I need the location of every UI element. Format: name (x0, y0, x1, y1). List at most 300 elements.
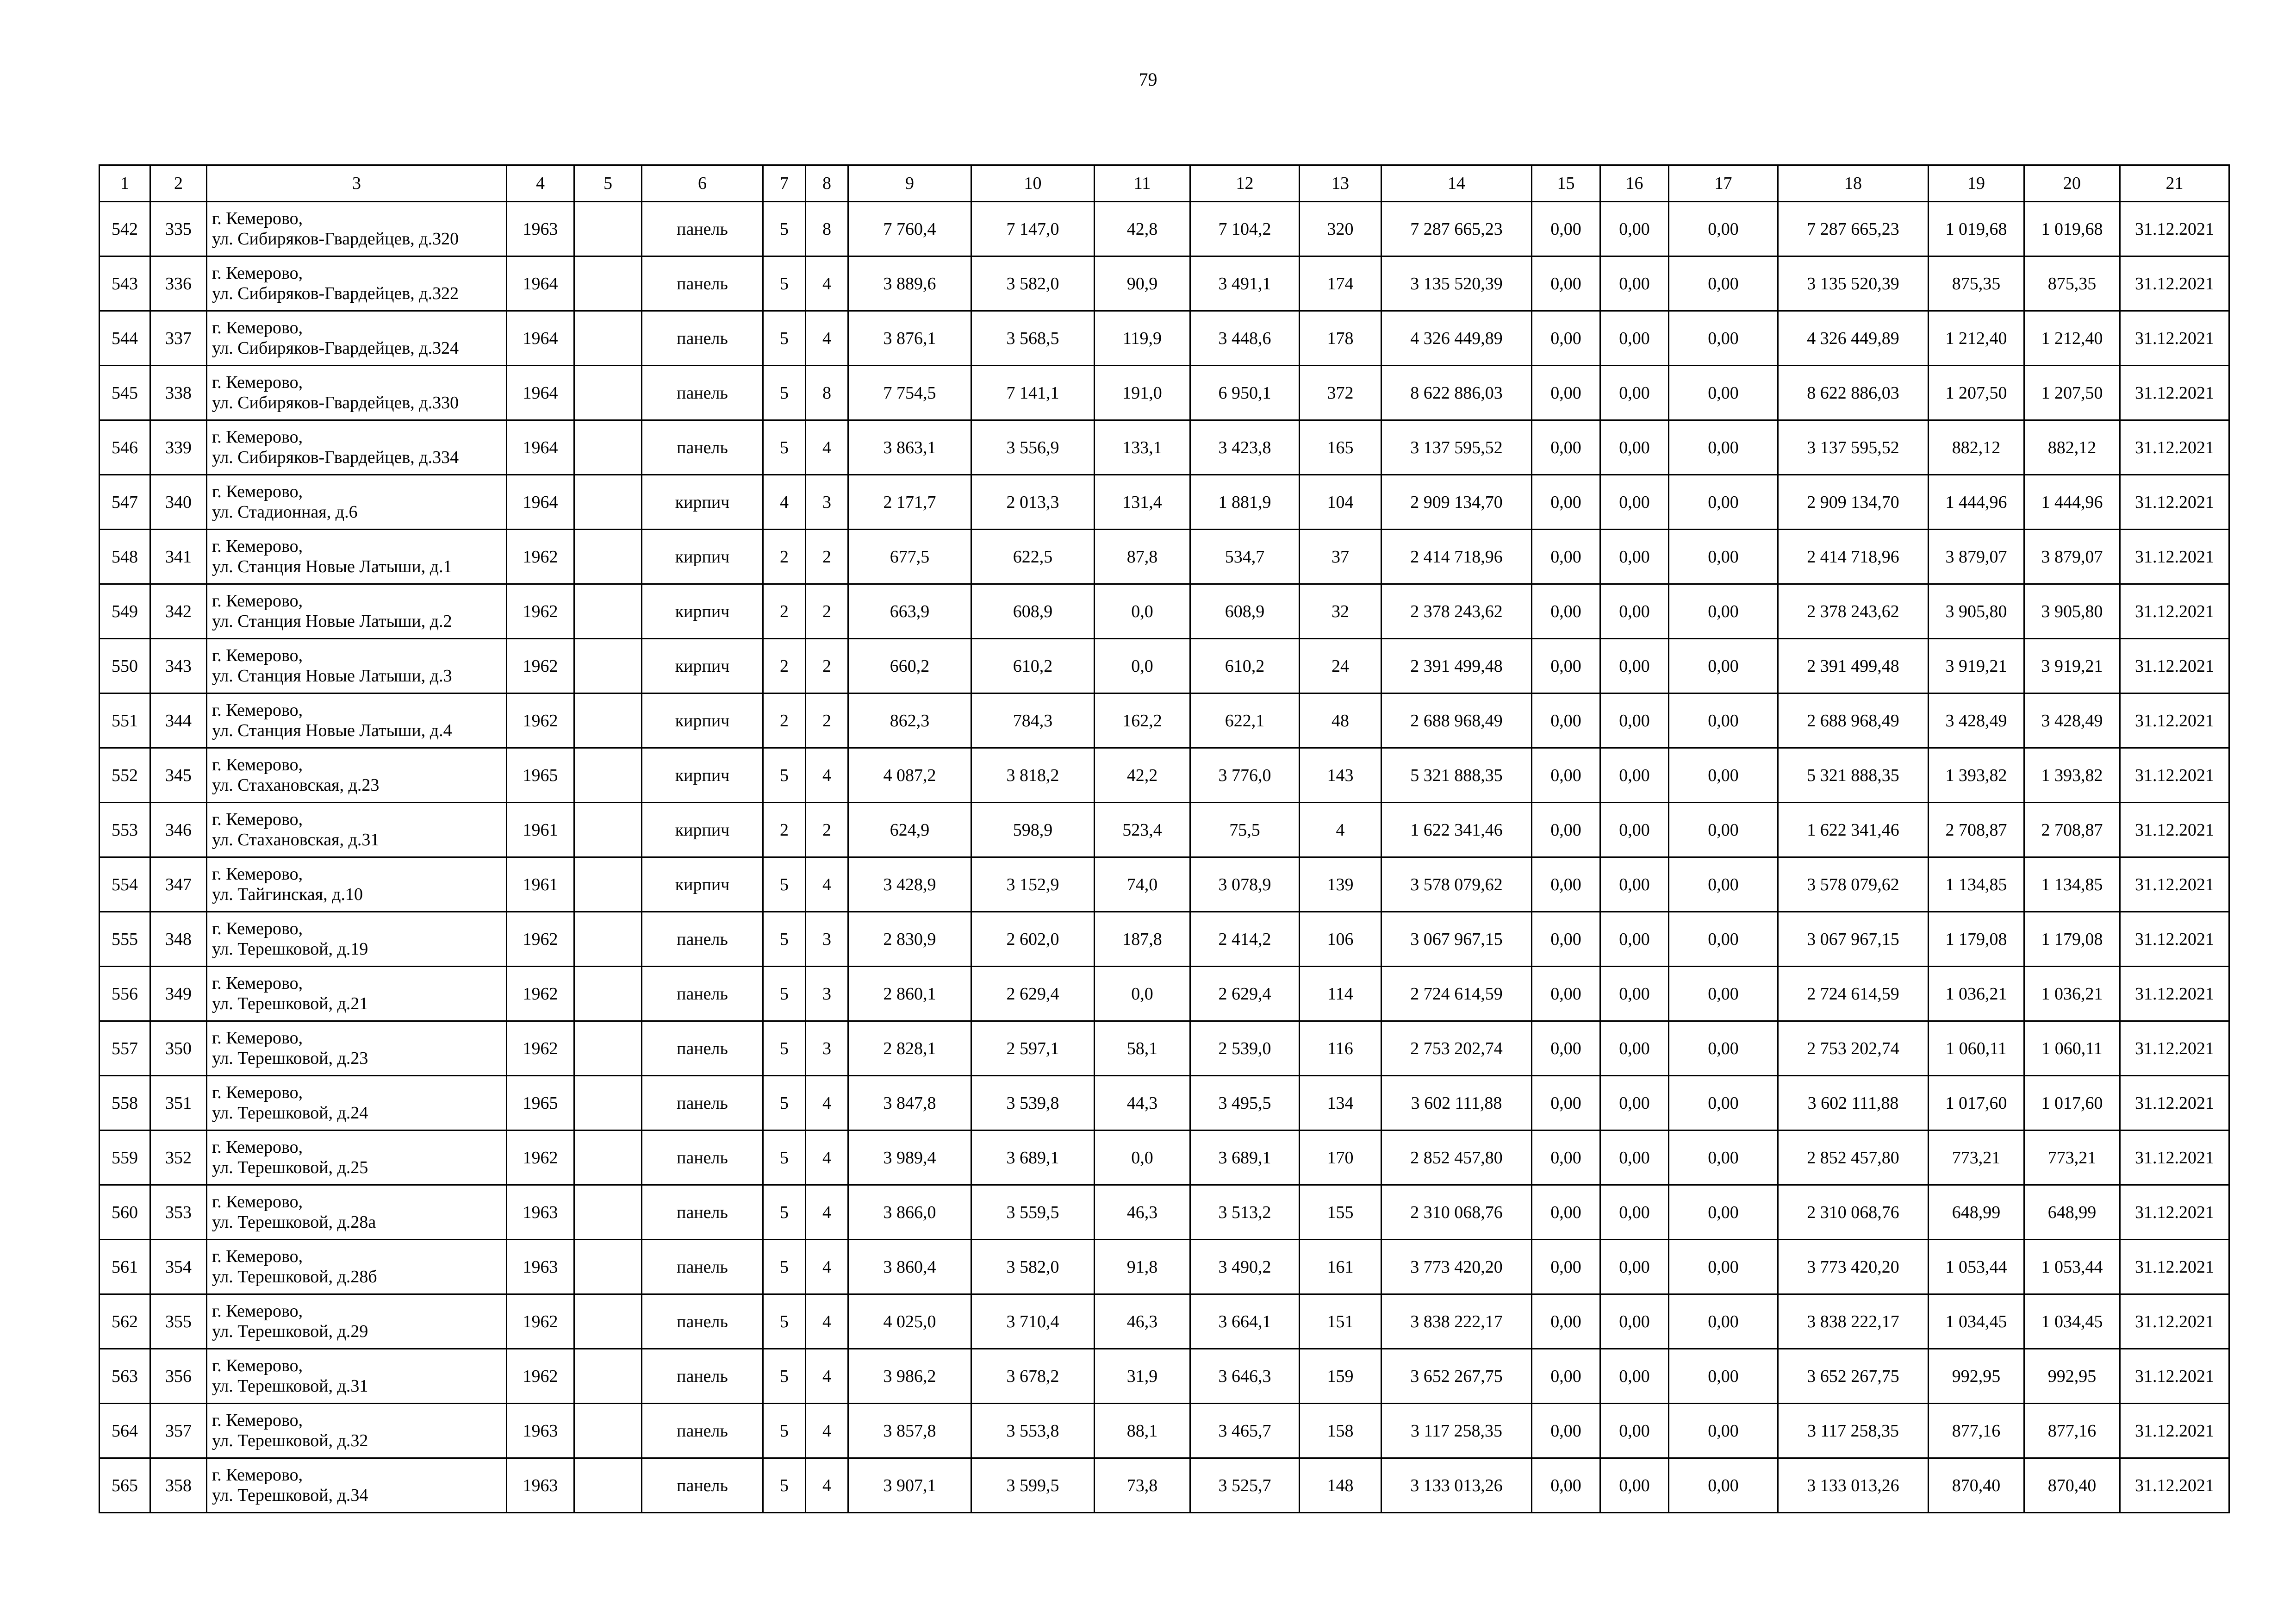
cell-col-2: 336 (150, 256, 207, 311)
cell-col-9: 7 754,5 (848, 366, 971, 420)
cell-col-9: 660,2 (848, 639, 971, 693)
cell-col-17: 0,00 (1669, 202, 1778, 256)
cell-col-21: 31.12.2021 (2120, 1021, 2229, 1076)
cell-col-12: 3 448,6 (1190, 311, 1300, 366)
cell-col-1: 559 (100, 1131, 150, 1185)
cell-col-15: 0,00 (1532, 475, 1600, 530)
column-header-17: 17 (1669, 165, 1778, 202)
cell-col-4: 1963 (507, 1185, 574, 1240)
address-cell (207, 1021, 507, 1076)
cell-col-2: 351 (150, 1076, 207, 1131)
cell-col-21: 31.12.2021 (2120, 1294, 2229, 1349)
cell-col-14: 2 909 134,70 (1381, 475, 1532, 530)
cell-col-8: 3 (806, 475, 848, 530)
address-street: ул. Сибиряков-Гвардейцев, д.324 (212, 338, 459, 358)
cell-col-12: 534,7 (1190, 530, 1300, 584)
cell-col-14: 3 137 595,52 (1381, 420, 1532, 475)
cell-col-17: 0,00 (1669, 1021, 1778, 1076)
cell-col-1: 563 (100, 1349, 150, 1404)
cell-col-2: 347 (150, 857, 207, 912)
cell-col-13: 165 (1300, 420, 1381, 475)
cell-col-17: 0,00 (1669, 1349, 1778, 1404)
cell-col-12: 3 513,2 (1190, 1185, 1300, 1240)
cell-col-11: 31,9 (1095, 1349, 1190, 1404)
cell-col-4: 1965 (507, 748, 574, 803)
cell-col-16: 0,00 (1600, 803, 1669, 857)
cell-col-16: 0,00 (1600, 256, 1669, 311)
cell-col-7: 5 (763, 202, 806, 256)
address-city: г. Кемерово, (212, 427, 303, 447)
cell-col-5 (574, 420, 642, 475)
address-street: ул. Терешковой, д.29 (212, 1321, 368, 1341)
cell-col-12: 1 881,9 (1190, 475, 1300, 530)
cell-col-1: 555 (100, 912, 150, 967)
cell-col-13: 143 (1300, 748, 1381, 803)
cell-col-1: 551 (100, 693, 150, 748)
cell-col-10: 3 818,2 (971, 748, 1095, 803)
cell-col-19: 875,35 (1929, 256, 2024, 311)
cell-col-6: кирпич (642, 475, 763, 530)
cell-col-14: 2 753 202,74 (1381, 1021, 1532, 1076)
table-row (100, 1404, 2229, 1458)
cell-col-4: 1962 (507, 1294, 574, 1349)
cell-col-14: 3 135 520,39 (1381, 256, 1532, 311)
cell-col-15: 0,00 (1532, 1404, 1600, 1458)
cell-col-7: 2 (763, 693, 806, 748)
address-city: г. Кемерово, (212, 973, 303, 993)
address-city: г. Кемерово, (212, 864, 303, 884)
address-street: ул. Станция Новые Латыши, д.4 (212, 720, 452, 740)
cell-col-2: 349 (150, 967, 207, 1021)
cell-col-10: 610,2 (971, 639, 1095, 693)
cell-col-13: 48 (1300, 693, 1381, 748)
cell-col-9: 663,9 (848, 584, 971, 639)
cell-col-2: 355 (150, 1294, 207, 1349)
cell-col-10: 3 710,4 (971, 1294, 1095, 1349)
cell-col-18: 3 133 013,26 (1778, 1458, 1929, 1513)
cell-col-11: 46,3 (1095, 1294, 1190, 1349)
cell-col-19: 3 919,21 (1929, 639, 2024, 693)
cell-col-13: 158 (1300, 1404, 1381, 1458)
cell-col-9: 7 760,4 (848, 202, 971, 256)
cell-col-9: 4 087,2 (848, 748, 971, 803)
cell-col-6: кирпич (642, 803, 763, 857)
cell-col-21: 31.12.2021 (2120, 1240, 2229, 1294)
cell-col-17: 0,00 (1669, 967, 1778, 1021)
cell-col-2: 352 (150, 1131, 207, 1185)
cell-col-21: 31.12.2021 (2120, 256, 2229, 311)
cell-col-14: 3 602 111,88 (1381, 1076, 1532, 1131)
address-cell (207, 311, 507, 366)
cell-col-16: 0,00 (1600, 475, 1669, 530)
cell-col-15: 0,00 (1532, 584, 1600, 639)
cell-col-4: 1965 (507, 1076, 574, 1131)
cell-col-15: 0,00 (1532, 1240, 1600, 1294)
cell-col-14: 8 622 886,03 (1381, 366, 1532, 420)
table-body (100, 202, 2229, 1513)
cell-col-5 (574, 1294, 642, 1349)
cell-col-8: 3 (806, 1021, 848, 1076)
address-city: г. Кемерово, (212, 481, 303, 501)
cell-col-19: 1 034,45 (1929, 1294, 2024, 1349)
cell-col-5 (574, 530, 642, 584)
cell-col-6: кирпич (642, 530, 763, 584)
address-city: г. Кемерово, (212, 1301, 303, 1321)
column-header-14: 14 (1381, 165, 1532, 202)
cell-col-8: 4 (806, 1404, 848, 1458)
housing-register-table (99, 164, 2230, 1513)
cell-col-5 (574, 584, 642, 639)
cell-col-4: 1964 (507, 256, 574, 311)
cell-col-6: панель (642, 1240, 763, 1294)
column-header-2: 2 (150, 165, 207, 202)
cell-col-14: 2 852 457,80 (1381, 1131, 1532, 1185)
cell-col-6: кирпич (642, 584, 763, 639)
cell-col-21: 31.12.2021 (2120, 1404, 2229, 1458)
cell-col-10: 3 539,8 (971, 1076, 1095, 1131)
cell-col-8: 4 (806, 1131, 848, 1185)
cell-col-4: 1963 (507, 202, 574, 256)
column-header-18: 18 (1778, 165, 1929, 202)
cell-col-17: 0,00 (1669, 857, 1778, 912)
cell-col-9: 2 171,7 (848, 475, 971, 530)
cell-col-12: 3 078,9 (1190, 857, 1300, 912)
cell-col-21: 31.12.2021 (2120, 639, 2229, 693)
address-cell (207, 967, 507, 1021)
cell-col-13: 106 (1300, 912, 1381, 967)
cell-col-19: 3 905,80 (1929, 584, 2024, 639)
cell-col-16: 0,00 (1600, 1131, 1669, 1185)
cell-col-5 (574, 967, 642, 1021)
cell-col-10: 2 629,4 (971, 967, 1095, 1021)
cell-col-1: 553 (100, 803, 150, 857)
cell-col-1: 549 (100, 584, 150, 639)
cell-col-4: 1963 (507, 1240, 574, 1294)
address-cell (207, 803, 507, 857)
cell-col-12: 3 646,3 (1190, 1349, 1300, 1404)
table-row (100, 202, 2229, 256)
address-cell (207, 475, 507, 530)
address-cell (207, 1294, 507, 1349)
cell-col-8: 3 (806, 912, 848, 967)
cell-col-21: 31.12.2021 (2120, 1185, 2229, 1240)
cell-col-5 (574, 475, 642, 530)
cell-col-15: 0,00 (1532, 1185, 1600, 1240)
cell-col-12: 2 629,4 (1190, 967, 1300, 1021)
cell-col-5 (574, 1021, 642, 1076)
table-row (100, 1240, 2229, 1294)
cell-col-6: панель (642, 1349, 763, 1404)
cell-col-9: 3 876,1 (848, 311, 971, 366)
cell-col-18: 7 287 665,23 (1778, 202, 1929, 256)
cell-col-16: 0,00 (1600, 420, 1669, 475)
cell-col-16: 0,00 (1600, 693, 1669, 748)
address-street: ул. Станция Новые Латыши, д.1 (212, 556, 452, 576)
cell-col-2: 342 (150, 584, 207, 639)
cell-col-21: 31.12.2021 (2120, 1076, 2229, 1131)
cell-col-4: 1962 (507, 1021, 574, 1076)
cell-col-20: 1 034,45 (2024, 1294, 2120, 1349)
cell-col-16: 0,00 (1600, 1076, 1669, 1131)
cell-col-14: 4 326 449,89 (1381, 311, 1532, 366)
cell-col-2: 357 (150, 1404, 207, 1458)
cell-col-18: 2 414 718,96 (1778, 530, 1929, 584)
table-row (100, 803, 2229, 857)
cell-col-12: 3 490,2 (1190, 1240, 1300, 1294)
cell-col-20: 1 019,68 (2024, 202, 2120, 256)
cell-col-7: 5 (763, 311, 806, 366)
cell-col-6: панель (642, 256, 763, 311)
cell-col-10: 3 678,2 (971, 1349, 1095, 1404)
cell-col-13: 139 (1300, 857, 1381, 912)
address-street: ул. Сибиряков-Гвардейцев, д.334 (212, 447, 459, 467)
table-row (100, 311, 2229, 366)
cell-col-11: 90,9 (1095, 256, 1190, 311)
cell-col-8: 4 (806, 1349, 848, 1404)
cell-col-5 (574, 1404, 642, 1458)
cell-col-5 (574, 748, 642, 803)
cell-col-1: 556 (100, 967, 150, 1021)
address-street: ул. Станция Новые Латыши, д.2 (212, 611, 452, 631)
cell-col-2: 339 (150, 420, 207, 475)
cell-col-2: 358 (150, 1458, 207, 1513)
cell-col-6: кирпич (642, 693, 763, 748)
cell-col-18: 3 652 267,75 (1778, 1349, 1929, 1404)
address-cell (207, 1185, 507, 1240)
cell-col-17: 0,00 (1669, 311, 1778, 366)
cell-col-19: 882,12 (1929, 420, 2024, 475)
cell-col-12: 3 465,7 (1190, 1404, 1300, 1458)
address-cell (207, 366, 507, 420)
cell-col-2: 348 (150, 912, 207, 967)
cell-col-20: 875,35 (2024, 256, 2120, 311)
cell-col-1: 545 (100, 366, 150, 420)
address-cell (207, 256, 507, 311)
cell-col-4: 1963 (507, 1458, 574, 1513)
address-street: ул. Терешковой, д.25 (212, 1157, 368, 1177)
cell-col-14: 3 578 079,62 (1381, 857, 1532, 912)
cell-col-17: 0,00 (1669, 693, 1778, 748)
cell-col-13: 372 (1300, 366, 1381, 420)
cell-col-15: 0,00 (1532, 1021, 1600, 1076)
cell-col-20: 648,99 (2024, 1185, 2120, 1240)
cell-col-20: 1 207,50 (2024, 366, 2120, 420)
cell-col-13: 134 (1300, 1076, 1381, 1131)
cell-col-5 (574, 857, 642, 912)
cell-col-17: 0,00 (1669, 584, 1778, 639)
cell-col-6: панель (642, 1294, 763, 1349)
table-row (100, 1349, 2229, 1404)
cell-col-1: 546 (100, 420, 150, 475)
cell-col-9: 3 863,1 (848, 420, 971, 475)
table-row (100, 967, 2229, 1021)
cell-col-19: 1 053,44 (1929, 1240, 2024, 1294)
cell-col-16: 0,00 (1600, 1021, 1669, 1076)
address-street: ул. Терешковой, д.32 (212, 1430, 368, 1450)
cell-col-14: 3 117 258,35 (1381, 1404, 1532, 1458)
address-city: г. Кемерово, (212, 372, 303, 392)
cell-col-5 (574, 311, 642, 366)
cell-col-7: 5 (763, 1131, 806, 1185)
table-row (100, 693, 2229, 748)
cell-col-17: 0,00 (1669, 1240, 1778, 1294)
cell-col-14: 3 652 267,75 (1381, 1349, 1532, 1404)
cell-col-15: 0,00 (1532, 967, 1600, 1021)
cell-col-4: 1961 (507, 857, 574, 912)
cell-col-16: 0,00 (1600, 1349, 1669, 1404)
cell-col-5 (574, 1131, 642, 1185)
address-cell (207, 639, 507, 693)
cell-col-13: 155 (1300, 1185, 1381, 1240)
cell-col-9: 3 866,0 (848, 1185, 971, 1240)
cell-col-13: 32 (1300, 584, 1381, 639)
cell-col-12: 3 525,7 (1190, 1458, 1300, 1513)
cell-col-13: 170 (1300, 1131, 1381, 1185)
cell-col-13: 320 (1300, 202, 1381, 256)
cell-col-2: 345 (150, 748, 207, 803)
cell-col-14: 2 414 718,96 (1381, 530, 1532, 584)
cell-col-4: 1962 (507, 1349, 574, 1404)
cell-col-11: 131,4 (1095, 475, 1190, 530)
cell-col-11: 191,0 (1095, 366, 1190, 420)
cell-col-15: 0,00 (1532, 857, 1600, 912)
cell-col-18: 3 117 258,35 (1778, 1404, 1929, 1458)
cell-col-14: 3 067 967,15 (1381, 912, 1532, 967)
cell-col-19: 1 017,60 (1929, 1076, 2024, 1131)
cell-col-19: 877,16 (1929, 1404, 2024, 1458)
cell-col-19: 1 393,82 (1929, 748, 2024, 803)
column-header-4: 4 (507, 165, 574, 202)
column-header-10: 10 (971, 165, 1095, 202)
cell-col-4: 1962 (507, 912, 574, 967)
table-row (100, 256, 2229, 311)
cell-col-17: 0,00 (1669, 1076, 1778, 1131)
cell-col-11: 58,1 (1095, 1021, 1190, 1076)
cell-col-17: 0,00 (1669, 639, 1778, 693)
column-header-15: 15 (1532, 165, 1600, 202)
cell-col-7: 2 (763, 584, 806, 639)
cell-col-18: 3 773 420,20 (1778, 1240, 1929, 1294)
column-header-21: 21 (2120, 165, 2229, 202)
cell-col-9: 3 986,2 (848, 1349, 971, 1404)
cell-col-12: 7 104,2 (1190, 202, 1300, 256)
cell-col-6: кирпич (642, 748, 763, 803)
cell-col-13: 104 (1300, 475, 1381, 530)
cell-col-1: 560 (100, 1185, 150, 1240)
address-street: ул. Стахановская, д.31 (212, 830, 380, 849)
table-row (100, 857, 2229, 912)
cell-col-16: 0,00 (1600, 584, 1669, 639)
cell-col-20: 1 212,40 (2024, 311, 2120, 366)
cell-col-7: 5 (763, 1021, 806, 1076)
address-cell (207, 1240, 507, 1294)
cell-col-17: 0,00 (1669, 1458, 1778, 1513)
cell-col-1: 564 (100, 1404, 150, 1458)
cell-col-20: 882,12 (2024, 420, 2120, 475)
cell-col-8: 3 (806, 967, 848, 1021)
cell-col-2: 350 (150, 1021, 207, 1076)
cell-col-12: 3 491,1 (1190, 256, 1300, 311)
table-row (100, 748, 2229, 803)
cell-col-9: 3 989,4 (848, 1131, 971, 1185)
cell-col-1: 561 (100, 1240, 150, 1294)
cell-col-8: 4 (806, 1076, 848, 1131)
cell-col-19: 1 019,68 (1929, 202, 2024, 256)
cell-col-14: 3 838 222,17 (1381, 1294, 1532, 1349)
cell-col-10: 3 568,5 (971, 311, 1095, 366)
cell-col-18: 3 067 967,15 (1778, 912, 1929, 967)
cell-col-8: 8 (806, 202, 848, 256)
cell-col-6: панель (642, 1076, 763, 1131)
cell-col-2: 341 (150, 530, 207, 584)
cell-col-21: 31.12.2021 (2120, 530, 2229, 584)
cell-col-16: 0,00 (1600, 366, 1669, 420)
address-street: ул. Стахановская, д.23 (212, 775, 380, 795)
column-header-7: 7 (763, 165, 806, 202)
cell-col-7: 2 (763, 639, 806, 693)
cell-col-10: 784,3 (971, 693, 1095, 748)
cell-col-19: 3 879,07 (1929, 530, 2024, 584)
cell-col-19: 870,40 (1929, 1458, 2024, 1513)
column-header-6: 6 (642, 165, 763, 202)
table-row (100, 912, 2229, 967)
cell-col-11: 74,0 (1095, 857, 1190, 912)
cell-col-14: 1 622 341,46 (1381, 803, 1532, 857)
cell-col-20: 1 053,44 (2024, 1240, 2120, 1294)
cell-col-8: 4 (806, 1185, 848, 1240)
column-header-12: 12 (1190, 165, 1300, 202)
cell-col-14: 2 391 499,48 (1381, 639, 1532, 693)
cell-col-11: 0,0 (1095, 1131, 1190, 1185)
cell-col-1: 554 (100, 857, 150, 912)
cell-col-6: кирпич (642, 857, 763, 912)
cell-col-9: 3 847,8 (848, 1076, 971, 1131)
cell-col-10: 3 556,9 (971, 420, 1095, 475)
address-cell (207, 748, 507, 803)
cell-col-15: 0,00 (1532, 530, 1600, 584)
cell-col-15: 0,00 (1532, 803, 1600, 857)
cell-col-10: 3 689,1 (971, 1131, 1095, 1185)
column-header-1: 1 (100, 165, 150, 202)
cell-col-1: 565 (100, 1458, 150, 1513)
cell-col-17: 0,00 (1669, 912, 1778, 967)
cell-col-13: 114 (1300, 967, 1381, 1021)
cell-col-8: 4 (806, 420, 848, 475)
cell-col-17: 0,00 (1669, 803, 1778, 857)
cell-col-19: 992,95 (1929, 1349, 2024, 1404)
column-header-8: 8 (806, 165, 848, 202)
cell-col-9: 4 025,0 (848, 1294, 971, 1349)
cell-col-2: 346 (150, 803, 207, 857)
cell-col-20: 1 060,11 (2024, 1021, 2120, 1076)
cell-col-6: панель (642, 1404, 763, 1458)
cell-col-16: 0,00 (1600, 311, 1669, 366)
cell-col-8: 4 (806, 1240, 848, 1294)
cell-col-21: 31.12.2021 (2120, 366, 2229, 420)
cell-col-2: 338 (150, 366, 207, 420)
cell-col-5 (574, 366, 642, 420)
cell-col-17: 0,00 (1669, 256, 1778, 311)
cell-col-14: 3 773 420,20 (1381, 1240, 1532, 1294)
cell-col-8: 4 (806, 1294, 848, 1349)
cell-col-20: 1 134,85 (2024, 857, 2120, 912)
cell-col-8: 4 (806, 256, 848, 311)
cell-col-9: 3 907,1 (848, 1458, 971, 1513)
cell-col-18: 3 137 595,52 (1778, 420, 1929, 475)
cell-col-8: 2 (806, 530, 848, 584)
cell-col-6: панель (642, 366, 763, 420)
cell-col-16: 0,00 (1600, 1458, 1669, 1513)
